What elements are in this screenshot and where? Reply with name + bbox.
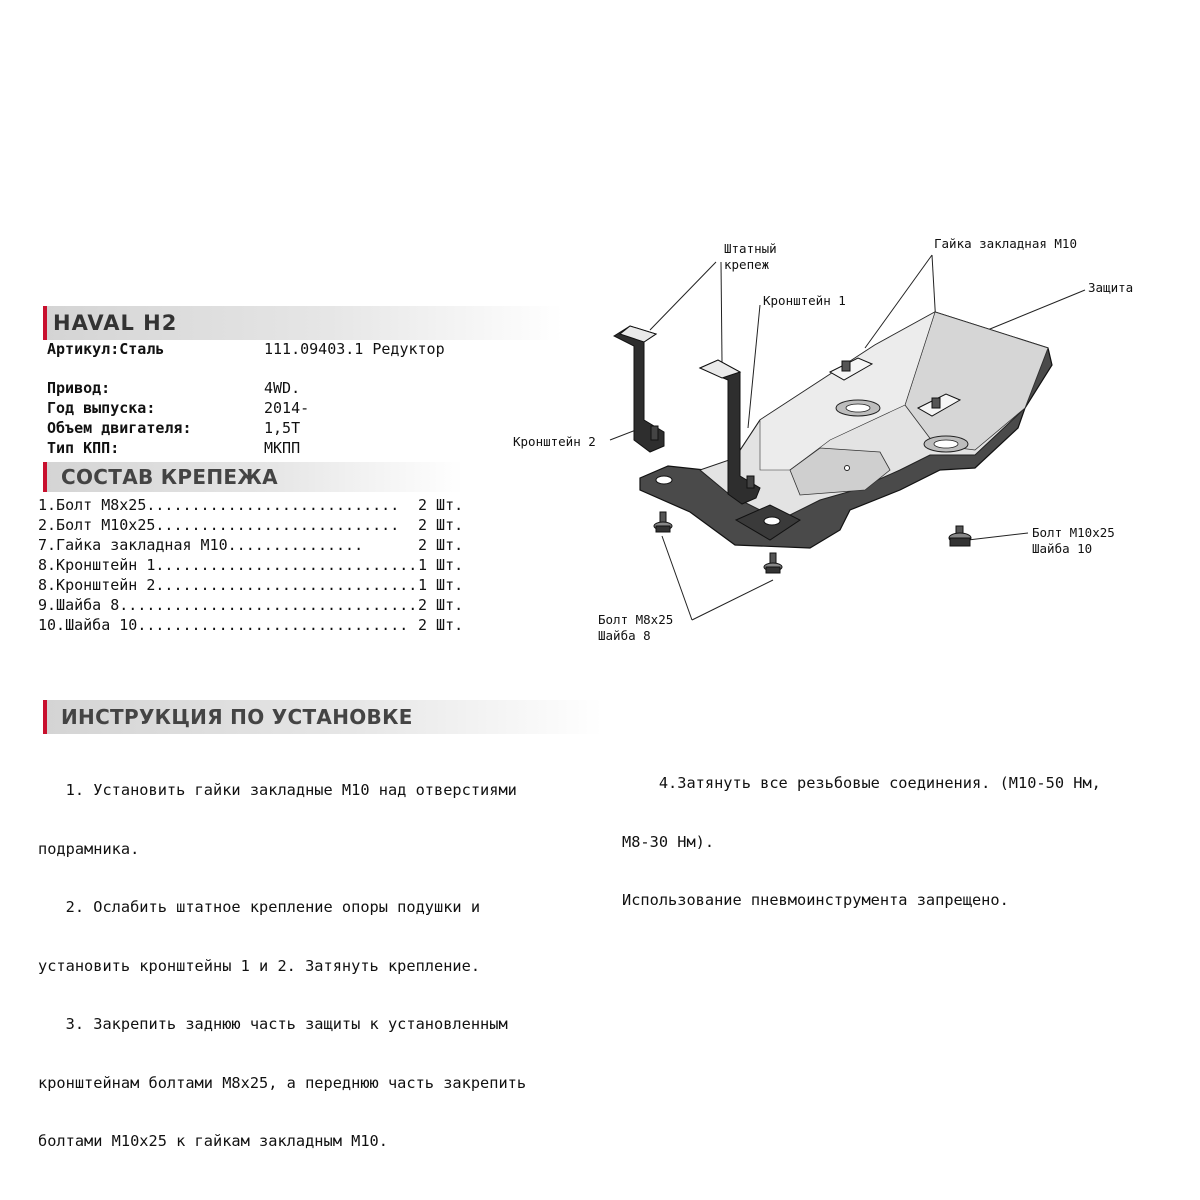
fastener-qty: 2 Шт.	[418, 496, 464, 514]
fastener-qty: 1 Шт.	[418, 556, 464, 574]
spec-value-gearbox: МКПП	[264, 439, 301, 457]
fastener-item: 2.Болт М10х25...........................	[38, 516, 400, 534]
spec-label-drive: Привод:	[47, 379, 111, 397]
fastener-item: 9.Шайба 8.................................	[38, 596, 418, 614]
fasteners-title: СОСТАВ КРЕПЕЖА	[61, 465, 278, 489]
spec-value-drive: 4WD.	[264, 379, 301, 397]
bolt-m8	[764, 553, 782, 573]
callout-protection: Защита	[1088, 280, 1134, 295]
fastener-item: 1.Болт М8х25............................	[38, 496, 400, 514]
article-value: 111.09403.1 Редуктор	[264, 340, 445, 358]
callout-bolt-m8: Болт М8х25 Шайба 8	[598, 612, 674, 643]
instructions-right	[622, 735, 1101, 930]
fastener-item: 8.Кронштейн 1.............................	[38, 556, 418, 574]
spec-label-year: Год выпуска:	[47, 399, 156, 417]
spec-label-engine: Объем двигателя:	[47, 419, 192, 437]
spec-label-gearbox: Тип КПП:	[47, 439, 120, 457]
callout-nut-m10: Гайка закладная М10	[934, 236, 1077, 251]
bracket-2	[614, 326, 664, 452]
instruction-line: подрамника.	[38, 839, 140, 858]
instructions-title: ИНСТРУКЦИЯ ПО УСТАНОВКЕ	[61, 705, 413, 729]
instruction-line: кронштейнам болтами М8х25, а переднюю часть закрепить	[38, 1073, 527, 1092]
fastener-item: 8.Кронштейн 2.............................	[38, 576, 418, 594]
protection-plate	[640, 312, 1052, 548]
article-label: Артикул:Сталь	[47, 340, 165, 358]
fastener-item: 10.Шайба 10..............................	[38, 616, 409, 634]
model-title: HAVAL H2	[53, 311, 178, 335]
header-accent	[43, 306, 47, 340]
instruction-line: 1. Установить гайки закладные М10 над отверстиями	[38, 781, 517, 799]
instruction-line: М8-30 Нм).	[622, 832, 715, 851]
bolt-m8	[654, 512, 672, 532]
fastener-qty: 2 Шт.	[418, 596, 464, 614]
header-accent	[43, 462, 47, 492]
model-header	[43, 306, 563, 340]
instructions-left	[38, 742, 526, 1171]
bolt-m10	[949, 526, 971, 546]
instructions-header	[43, 700, 603, 734]
instruction-line: Использование пневмоинструмента запрещено.	[622, 891, 1009, 909]
fastener-item: 7.Гайка закладная М10...............	[38, 536, 364, 554]
assembly-drawing	[500, 230, 1200, 670]
fastener-qty: 1 Шт.	[418, 576, 464, 594]
callout-bracket-1: Кронштейн 1	[763, 293, 846, 308]
instruction-line: 3. Закрепить заднюю часть защиты к установленным	[38, 1015, 508, 1033]
instruction-line: 4.Затянуть все резьбовые соединения. (М10-50 Нм,	[622, 774, 1101, 792]
spec-value-engine: 1,5T	[264, 419, 301, 437]
fasteners-header	[43, 462, 463, 492]
fastener-qty: 2 Шт.	[418, 516, 464, 534]
callout-bracket-2: Кронштейн 2	[513, 434, 596, 449]
callout-bolt-m10: Болт М10х25 Шайба 10	[1032, 525, 1115, 556]
fastener-qty: 2 Шт.	[418, 616, 464, 634]
instruction-line: 2. Ослабить штатное крепление опоры подушки и	[38, 898, 481, 916]
instruction-line: болтами М10х25 к гайкам закладным М10.	[38, 1132, 388, 1150]
callout-stock-fastener: Штатный крепеж	[724, 241, 777, 272]
instruction-line: установить кронштейны 1 и 2. Затянуть крепление.	[38, 956, 481, 975]
spec-value-year: 2014-	[264, 399, 310, 417]
fastener-qty: 2 Шт.	[418, 536, 464, 554]
header-accent	[43, 700, 47, 734]
